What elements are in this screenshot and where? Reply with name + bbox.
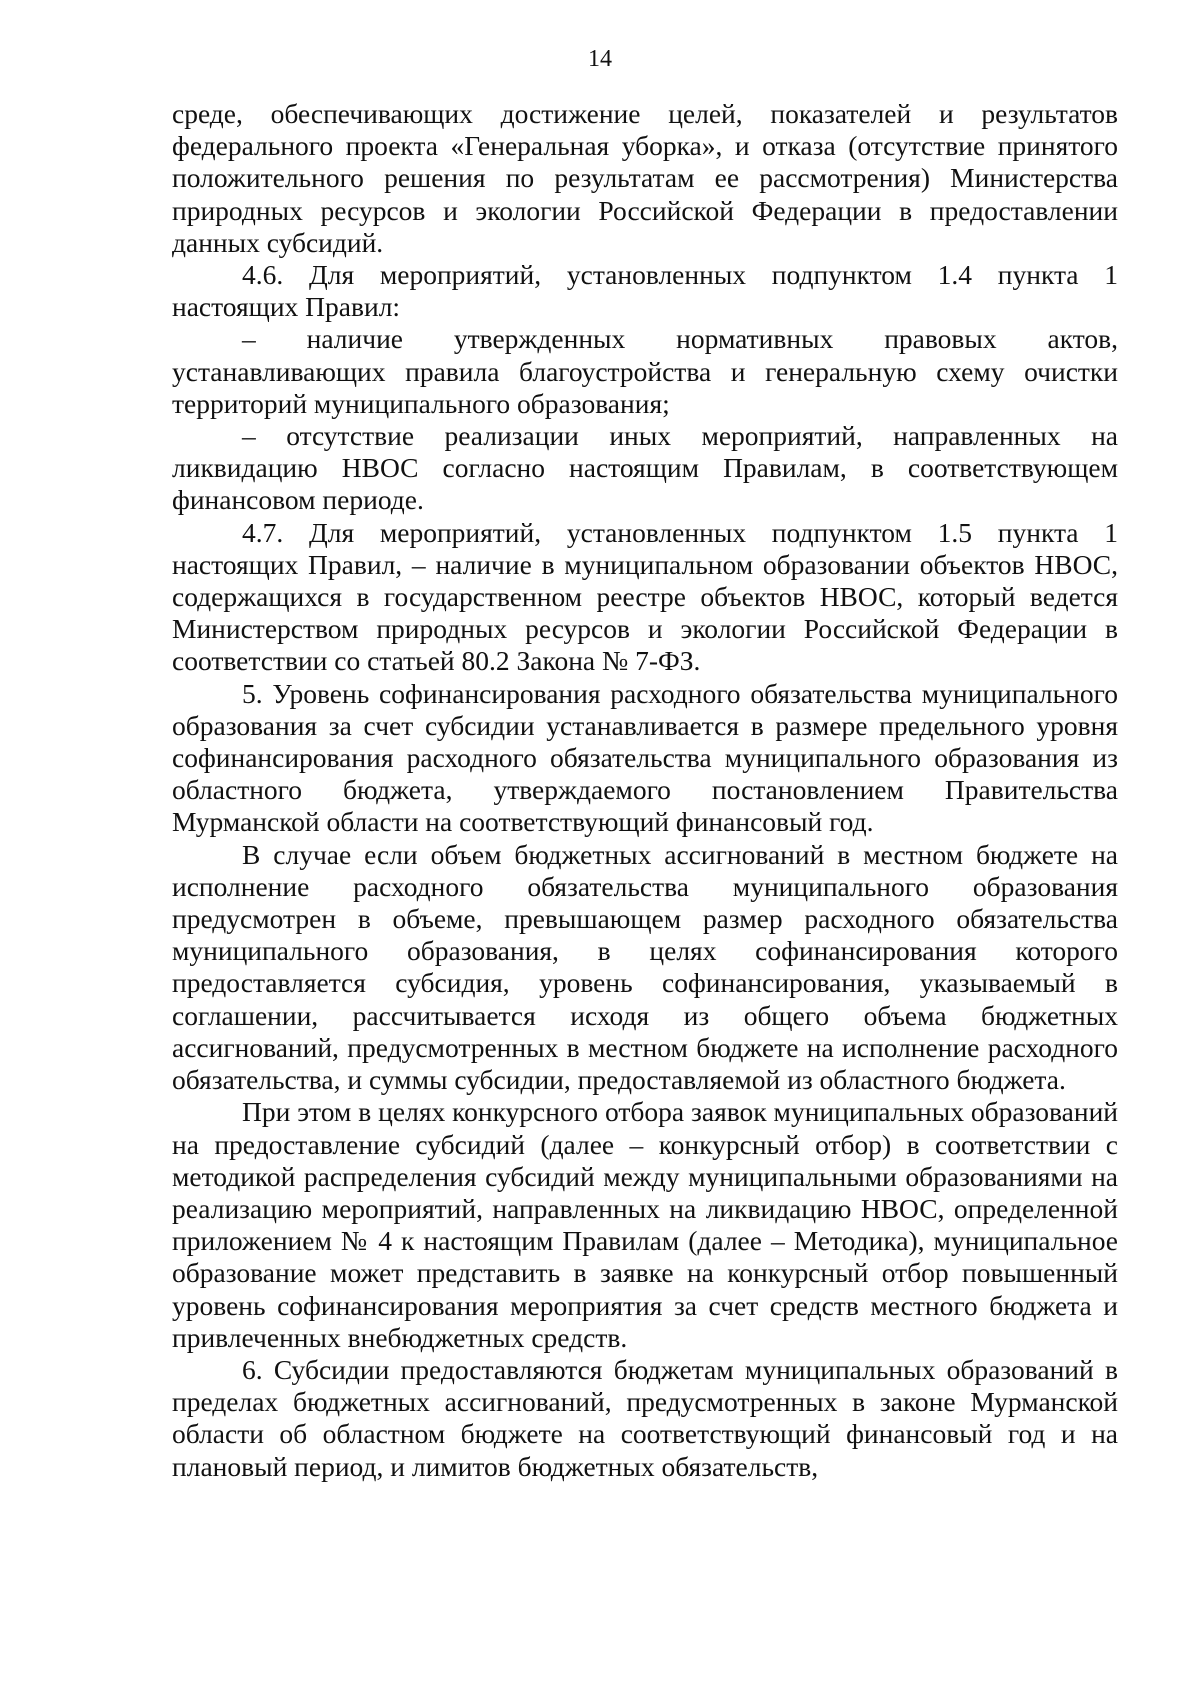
paragraph-4-7: 4.7. Для мероприятий, установленных подпунктом 1.5 пункта 1 настоящих Правил, – наличие в муниципальном образовании объектов НВОС, содержащихся в государственном реестре объектов НВОС, который ведется Министерством природных ресурсов и экологии Российской Федерации в соответствии со статьей 80.2 Закона № 7-ФЗ. bbox=[172, 516, 1118, 677]
page-number: 14 bbox=[588, 46, 612, 72]
paragraph-6: 6. Субсидии предоставляются бюджетам муниципальных образований в пределах бюджетных ассигнований, предусмотренных в законе Мурманской области об областном бюджете на соответствующий финансовый год и на плановый период, и лимитов бюджетных обязательств, bbox=[172, 1353, 1118, 1482]
paragraph-continuation: среде, обеспечивающих достижение целей, показателей и результатов федерального проекта «Генеральная уборка», и отказа (отсутствие принятого положительного решения по результатам ее рассмотрения) Министерства природных ресурсов и экологии Российской Федерации в предоставлении данных субсидий. bbox=[172, 98, 1118, 258]
paragraph-4-6-item-2: – отсутствие реализации иных мероприятий, направленных на ликвидацию НВОС согласно настоящим Правилам, в соответствующем финансовом периоде. bbox=[172, 420, 1118, 516]
document-body bbox=[172, 98, 1118, 1483]
paragraph-5-case: В случае если объем бюджетных ассигнований в местном бюджете на исполнение расходного обязательства муниципального образования предусмотрен в объеме, превышающем размер расходного обязательства муниципального образования, в целях софинансирования которого предоставляется субсидия, уровень софинансирования, указываемый в соглашении, рассчитывается исходя из общего объема бюджетных ассигнований, предусмотренных в местном бюджете на исполнение расходного обязательства, и суммы субсидии, предоставляемой из областного бюджета. bbox=[172, 838, 1118, 1096]
paragraph-4-6-item-1: – наличие утвержденных нормативных правовых актов, устанавливающих правила благоустройства и генеральную схему очистки территорий муниципального образования; bbox=[172, 323, 1118, 419]
paragraph-5-competition: При этом в целях конкурсного отбора заявок муниципальных образований на предоставление субсидий (далее – конкурсный отбор) в соответствии с методикой распределения субсидий между муниципальными образованиями на реализацию мероприятий, направленных на ликвидацию НВОС, определенной приложением № 4 к настоящим Правилам (далее – Методика), муниципальное образование может представить в заявке на конкурсный отбор повышенный уровень софинансирования мероприятия за счет средств местного бюджета и привлеченных внебюджетных средств. bbox=[172, 1096, 1118, 1353]
paragraph-4-6: 4.6. Для мероприятий, установленных подпунктом 1.4 пункта 1 настоящих Правил: bbox=[172, 259, 1118, 323]
paragraph-5: 5. Уровень софинансирования расходного обязательства муниципального образования за счет субсидии устанавливается в размере предельного уровня софинансирования расходного обязательства муниципального образования из областного бюджета, утверждаемого постановлением Правительства Мурманской области на соответствующий финансовый год. bbox=[172, 677, 1118, 838]
